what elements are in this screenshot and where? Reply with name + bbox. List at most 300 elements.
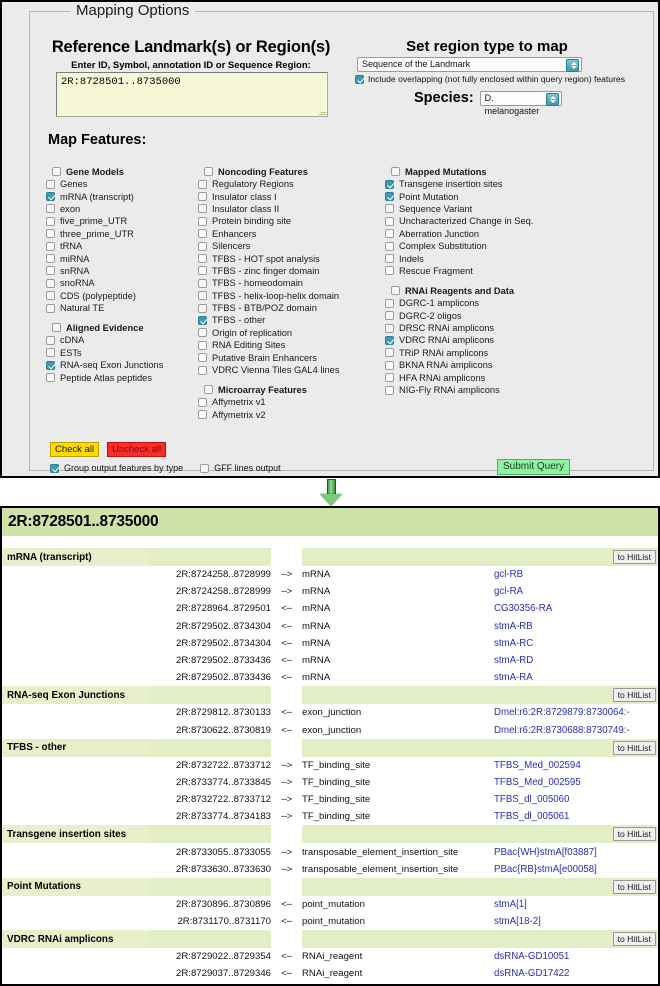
row-hit-link[interactable]: stmA-RB [494,620,533,632]
feature-checkbox-row[interactable] [198,327,378,339]
feature-checkbox-row[interactable] [46,240,206,252]
row-hit-link[interactable]: PBac{RB}stmA[e00058] [494,863,597,875]
row-range: 2R:8732722..8733712 [149,791,271,808]
row-indent [2,757,149,774]
row-hit-cell [494,583,659,600]
feature-checkbox-label: TFBS - HOT spot analysis [212,253,320,264]
feature-checkbox-row[interactable] [46,178,206,190]
row-strand-arrow: --> [271,566,302,583]
feature-checkbox-row[interactable] [385,203,575,215]
results-group-name: VDRC RNAi amplicons [2,930,149,948]
feature-checkbox-label: Uncharacterized Change in Seq. [399,216,534,227]
feature-checkbox[interactable] [198,204,207,213]
feature-checkbox[interactable] [198,353,207,362]
feature-checkbox[interactable] [198,410,207,419]
feature-checkbox-row[interactable] [198,203,378,215]
feature-checkbox[interactable] [46,336,55,345]
table-row [2,600,659,617]
feature-checkbox[interactable] [385,254,394,263]
feature-checkbox-row[interactable] [198,228,378,240]
arrow-zone [0,478,660,506]
row-feature-type: transposable_element_insertion_site [302,861,494,878]
row-hit-cell [494,669,659,686]
feature-checkbox-row[interactable] [198,409,378,421]
row-strand-arrow: <-- [271,600,302,617]
feature-checkbox[interactable] [385,336,394,345]
results-group-hitlist-cell [494,878,659,896]
feature-checkbox-row[interactable] [198,339,378,351]
row-range: 2R:8733055..8733055 [149,843,271,860]
to-hitlist-button[interactable]: to HitList [613,550,656,564]
feature-checkbox-row[interactable] [198,314,378,326]
row-indent [2,913,149,930]
feature-checkbox[interactable] [46,266,55,275]
feature-checkbox-label: TFBS - other [212,315,266,326]
feature-checkbox-row[interactable] [385,322,575,334]
feature-checkbox[interactable] [385,386,394,395]
region-type-select[interactable] [357,57,582,72]
feature-checkbox[interactable] [46,304,55,313]
feature-checkbox-label: TFBS - homeodomain [212,278,303,289]
feature-checkbox[interactable] [46,180,55,189]
row-hit-cell [494,913,659,930]
feature-checkbox[interactable] [385,217,394,226]
region-type-selected-value: Sequence of the Landmark [362,59,471,69]
feature-checkbox[interactable] [198,266,207,275]
feature-checkbox[interactable] [46,373,55,382]
results-group-header-row [2,548,659,566]
results-table-body [2,548,659,983]
results-panel [0,506,660,986]
feature-checkbox[interactable] [46,229,55,238]
results-group-hitlist-cell [494,930,659,948]
row-feature-type: RNAi_reagent [302,948,494,965]
row-feature-type: mRNA [302,566,494,583]
feature-checkbox-row[interactable] [46,334,206,346]
row-range: 2R:8730622..8730819 [149,722,271,739]
feature-checkbox[interactable] [198,242,207,251]
row-feature-type: TF_binding_site [302,808,494,825]
row-strand-arrow: --> [271,861,302,878]
row-hit-link[interactable]: gcl-RB [494,569,524,581]
row-range: 2R:8732722..8733712 [149,757,271,774]
row-strand-arrow: <-- [271,896,302,913]
group-output-checkbox[interactable] [50,464,59,473]
feature-checkbox[interactable] [198,279,207,288]
row-hit-cell [494,704,659,721]
row-strand-arrow: <-- [271,722,302,739]
results-group-hitlist-cell [494,686,659,704]
feature-checkbox[interactable] [204,167,213,176]
feature-checkbox-label: TRiP RNAi amplicons [399,347,489,358]
row-hit-link[interactable]: TFBS_Med_002594 [494,759,581,771]
feature-checkbox-label: ESTs [60,347,82,358]
results-group-filler [302,739,494,757]
table-row [2,791,659,808]
row-range: 2R:8733774..8733845 [149,774,271,791]
feature-checkbox[interactable] [391,286,400,295]
results-group-hitlist-cell [494,548,659,566]
feature-checkbox-row[interactable] [198,215,378,227]
row-hit-link[interactable]: PBac{WH}stmA[f03887] [494,846,597,858]
row-feature-type: point_mutation [302,896,494,913]
feature-checkbox[interactable] [198,366,207,375]
row-strand-arrow: <-- [271,618,302,635]
feature-checkbox-row[interactable] [46,190,206,202]
feature-checkbox[interactable] [198,180,207,189]
feature-checkbox[interactable] [385,299,394,308]
feature-group-row[interactable] [385,165,575,178]
results-group-filler [149,739,271,757]
row-hit-link[interactable]: Dmel:r6:2R:8730688:8730749:- [494,724,630,736]
results-header: 2R:8728501..8735000 [2,508,658,536]
feature-checkbox-row[interactable] [46,215,206,227]
row-strand-arrow: <-- [271,669,302,686]
feature-checkbox[interactable] [198,328,207,337]
results-group-name: RNA-seq Exon Junctions [2,686,149,704]
feature-checkbox[interactable] [385,192,394,201]
row-hit-cell [494,843,659,860]
table-row [2,861,659,878]
row-hit-link[interactable]: Dmel:r6:2R:8729879:8730064:- [494,707,630,719]
row-hit-cell [494,600,659,617]
feature-checkbox[interactable] [198,291,207,300]
panel-legend: Mapping Options [70,3,195,19]
row-hit-link[interactable]: CG30356-RA [494,603,553,615]
feature-checkbox[interactable] [46,204,55,213]
row-range: 2R:8728964..8729501 [149,600,271,617]
feature-checkbox-label: Sequence Variant [399,203,473,214]
feature-checkbox-row[interactable] [385,215,575,227]
to-hitlist-button[interactable]: to HitList [613,932,656,946]
feature-checkbox[interactable] [198,304,207,313]
feature-checkbox-row[interactable] [385,347,575,359]
table-row [2,774,659,791]
feature-checkbox[interactable] [385,373,394,382]
feature-checkbox-label: Enhancers [212,228,257,239]
row-strand-arrow: --> [271,774,302,791]
results-group-header-row [2,825,659,843]
feature-checkbox[interactable] [46,279,55,288]
feature-checkbox[interactable] [198,341,207,350]
feature-checkbox[interactable] [198,192,207,201]
row-strand-arrow: --> [271,583,302,600]
feature-group-row[interactable] [385,284,575,297]
feature-column-noncoding [198,165,378,421]
row-hit-cell [494,965,659,982]
feature-checkbox[interactable] [385,324,394,333]
row-feature-type: point_mutation [302,913,494,930]
feature-checkbox[interactable] [46,192,55,201]
feature-checkbox-label: Mapped Mutations [405,166,487,177]
feature-checkbox-label: Origin of replication [212,327,293,338]
to-hitlist-button[interactable]: to HitList [613,741,656,755]
feature-checkbox-row[interactable] [198,252,378,264]
feature-checkbox-row[interactable] [385,228,575,240]
feature-checkbox[interactable] [204,385,213,394]
row-hit-cell [494,861,659,878]
feature-checkbox-label: Putative Brain Enhancers [212,352,317,363]
row-indent [2,808,149,825]
row-hit-cell [494,566,659,583]
feature-checkbox[interactable] [46,348,55,357]
feature-column-mutations [385,165,575,396]
feature-checkbox[interactable] [198,229,207,238]
row-indent [2,896,149,913]
row-indent [2,774,149,791]
feature-checkbox-label: Aberration Junction [399,228,480,239]
row-feature-type: transposable_element_insertion_site [302,843,494,860]
table-row [2,722,659,739]
feature-checkbox-label: TFBS - helix-loop-helix domain [212,290,340,301]
mapping-options-panel [0,0,660,478]
row-hit-link[interactable]: stmA[18-2] [494,916,541,928]
feature-checkbox-row[interactable] [46,203,206,215]
to-hitlist-button[interactable]: to HitList [613,688,656,702]
row-range: 2R:8724258..8728999 [149,566,271,583]
feature-checkbox[interactable] [198,398,207,407]
feature-checkbox-row[interactable] [198,396,378,408]
feature-checkbox-row[interactable] [198,302,378,314]
row-range: 2R:8729022..8729354 [149,948,271,965]
row-hit-link[interactable]: TFBS_dl_005061 [494,811,570,823]
species-selected-value: D. melanogaster [484,92,540,116]
results-group-separator [271,686,302,704]
feature-checkbox-label: cDNA [60,335,85,346]
feature-checkbox-label: Insulator class II [212,203,280,214]
table-row [2,635,659,652]
feature-checkbox[interactable] [385,242,394,251]
feature-checkbox-label: VDRC RNAi amplicons [399,335,495,346]
feature-checkbox-label: Transgene insertion sites [399,179,503,190]
down-arrow-icon [320,479,342,505]
results-spacer [2,536,658,548]
results-group-name: TFBS - other [2,739,149,757]
feature-checkbox-row[interactable] [46,359,206,371]
feature-checkbox-label: Complex Substitution [399,241,487,252]
row-indent [2,583,149,600]
feature-checkbox-label: Gene Models [66,166,124,177]
table-row [2,913,659,930]
feature-checkbox-row[interactable] [46,371,206,383]
include-overlapping-checkbox[interactable] [355,75,364,84]
feature-checkbox-label: VDRC Vienna Tiles GAL4 lines [212,365,340,376]
landmark-input[interactable] [56,72,328,117]
feature-checkbox-label: mRNA (transcript) [60,191,134,202]
results-group-hitlist-cell [494,739,659,757]
feature-checkbox-label: exon [60,203,81,214]
results-group-filler [302,930,494,948]
feature-checkbox-row[interactable] [46,265,206,277]
feature-checkbox[interactable] [46,242,55,251]
feature-checkbox[interactable] [198,254,207,263]
feature-checkbox-label: Natural TE [60,303,105,314]
feature-checkbox-label: Insulator class I [212,191,277,202]
results-group-name: Transgene insertion sites [2,825,149,843]
to-hitlist-button[interactable]: to HitList [613,880,656,894]
row-feature-type: mRNA [302,583,494,600]
feature-checkbox-label: three_prime_UTR [60,228,134,239]
row-strand-arrow: --> [271,808,302,825]
row-range: 2R:8729502..8733436 [149,669,271,686]
feature-checkbox-row[interactable] [198,351,378,363]
submit-query-button[interactable]: Submit Query [497,459,570,475]
feature-checkbox-label: Affymetrix v1 [212,397,266,408]
row-hit-cell [494,618,659,635]
feature-checkbox-row[interactable] [385,359,575,371]
species-select[interactable] [480,91,562,116]
feature-checkbox-label: DGRC-2 oligos [399,310,462,321]
feature-checkbox[interactable] [385,266,394,275]
row-feature-type: mRNA [302,652,494,669]
feature-checkbox[interactable] [46,291,55,300]
row-strand-arrow: <-- [271,965,302,982]
row-range: 2R:8724258..8728999 [149,583,271,600]
feature-checkbox-row[interactable] [46,290,206,302]
feature-checkbox-row[interactable] [198,190,378,202]
feature-checkbox[interactable] [391,167,400,176]
row-hit-link[interactable]: dsRNA-GD17422 [494,968,570,980]
row-hit-link[interactable]: gcl-RA [494,586,524,598]
feature-checkbox-row[interactable] [46,347,206,359]
row-hit-cell [494,774,659,791]
include-overlapping-row[interactable] [355,74,625,84]
row-hit-cell [494,791,659,808]
feature-checkbox-label: Peptide Atlas peptides [60,372,153,383]
table-row [2,652,659,669]
feature-checkbox[interactable] [385,229,394,238]
uncheck-all-button[interactable]: Uncheck all [107,442,166,457]
results-group-header-row [2,686,659,704]
feature-group-row[interactable] [198,383,378,396]
row-hit-link[interactable]: stmA-RA [494,672,533,684]
feature-checkbox-label: DRSC RNAi amplicons [399,323,495,334]
results-group-filler [149,930,271,948]
feature-checkbox-row[interactable] [198,265,378,277]
chevron-updown-icon [566,59,579,72]
to-hitlist-button[interactable]: to HitList [613,827,656,841]
row-hit-link[interactable]: dsRNA-GD10051 [494,951,570,963]
feature-checkbox-row[interactable] [46,228,206,240]
feature-checkbox[interactable] [385,348,394,357]
feature-checkbox-row[interactable] [46,302,206,314]
feature-checkbox[interactable] [46,361,55,370]
table-row [2,843,659,860]
feature-checkbox-label: Indels [399,253,424,264]
row-hit-link[interactable]: stmA-RD [494,655,534,667]
feature-checkbox-row[interactable] [198,240,378,252]
feature-checkbox[interactable] [46,254,55,263]
feature-checkbox-row[interactable] [198,277,378,289]
table-row [2,618,659,635]
feature-checkbox-row[interactable] [385,310,575,322]
results-group-filler [302,686,494,704]
feature-checkbox-label: Silencers [212,241,251,252]
feature-checkbox-row[interactable] [385,240,575,252]
feature-checkbox-label: Affymetrix v2 [212,409,266,420]
feature-checkbox[interactable] [198,316,207,325]
check-all-button[interactable]: Check all [50,442,99,457]
row-feature-type: TF_binding_site [302,757,494,774]
feature-checkbox-row[interactable] [385,190,575,202]
feature-checkbox-label: Microarray Features [218,384,307,395]
feature-checkbox-row[interactable] [385,384,575,396]
results-group-header-row [2,878,659,896]
bottom-options [50,463,281,473]
feature-checkbox-row[interactable] [385,371,575,383]
row-hit-link[interactable]: stmA[1] [494,898,527,910]
feature-checkbox[interactable] [46,217,55,226]
feature-checkbox-row[interactable] [198,290,378,302]
feature-checkbox[interactable] [385,311,394,320]
row-feature-type: exon_junction [302,704,494,721]
feature-checkbox[interactable] [385,180,394,189]
row-strand-arrow: --> [271,791,302,808]
row-hit-cell [494,896,659,913]
feature-checkbox-label: TFBS - BTB/POZ domain [212,303,317,314]
feature-checkbox-label: five_prime_UTR [60,216,128,227]
row-hit-cell [494,757,659,774]
row-hit-link[interactable]: stmA-RC [494,637,534,649]
row-strand-arrow: <-- [271,704,302,721]
feature-checkbox-row[interactable] [385,297,575,309]
row-indent [2,791,149,808]
feature-group-row[interactable] [46,165,206,178]
feature-checkbox[interactable] [385,204,394,213]
row-range: 2R:8731170..8731170 [149,913,271,930]
feature-checkbox-row[interactable] [46,277,206,289]
feature-checkbox-row[interactable] [385,265,575,277]
results-group-separator [271,548,302,566]
row-feature-type: exon_junction [302,722,494,739]
feature-checkbox[interactable] [52,167,61,176]
row-indent [2,566,149,583]
feature-checkbox[interactable] [385,361,394,370]
feature-checkbox-label: BKNA RNAi amplicons [399,360,493,371]
gff-lines-checkbox[interactable] [200,464,209,473]
feature-checkbox[interactable] [52,323,61,332]
row-range: 2R:8729502..8734304 [149,618,271,635]
feature-checkbox-row[interactable] [198,364,378,376]
table-row [2,583,659,600]
row-hit-cell [494,722,659,739]
row-range: 2R:8733630..8733630 [149,861,271,878]
feature-checkbox-label: NIG-Fly RNAi amplicons [399,385,500,396]
table-row [2,704,659,721]
feature-checkbox-label: RNAi Reagents and Data [405,285,515,296]
feature-checkbox[interactable] [198,217,207,226]
row-indent [2,652,149,669]
row-hit-link[interactable]: TFBS_dl_005060 [494,794,570,806]
table-row [2,948,659,965]
feature-group-row[interactable] [46,321,206,334]
row-indent [2,843,149,860]
row-hit-cell [494,948,659,965]
row-hit-link[interactable]: TFBS_Med_002595 [494,776,581,788]
feature-checkbox-row[interactable] [198,178,378,190]
row-indent [2,635,149,652]
feature-checkbox-row[interactable] [46,252,206,264]
feature-checkbox-row[interactable] [385,334,575,346]
feature-checkbox-row[interactable] [385,252,575,264]
feature-checkbox-label: miRNA [60,253,90,264]
row-range: 2R:8730896..8730896 [149,896,271,913]
feature-checkbox-row[interactable] [385,178,575,190]
feature-group-row[interactable] [198,165,378,178]
results-table [2,548,659,983]
row-strand-arrow: <-- [271,913,302,930]
species-row [414,90,562,116]
